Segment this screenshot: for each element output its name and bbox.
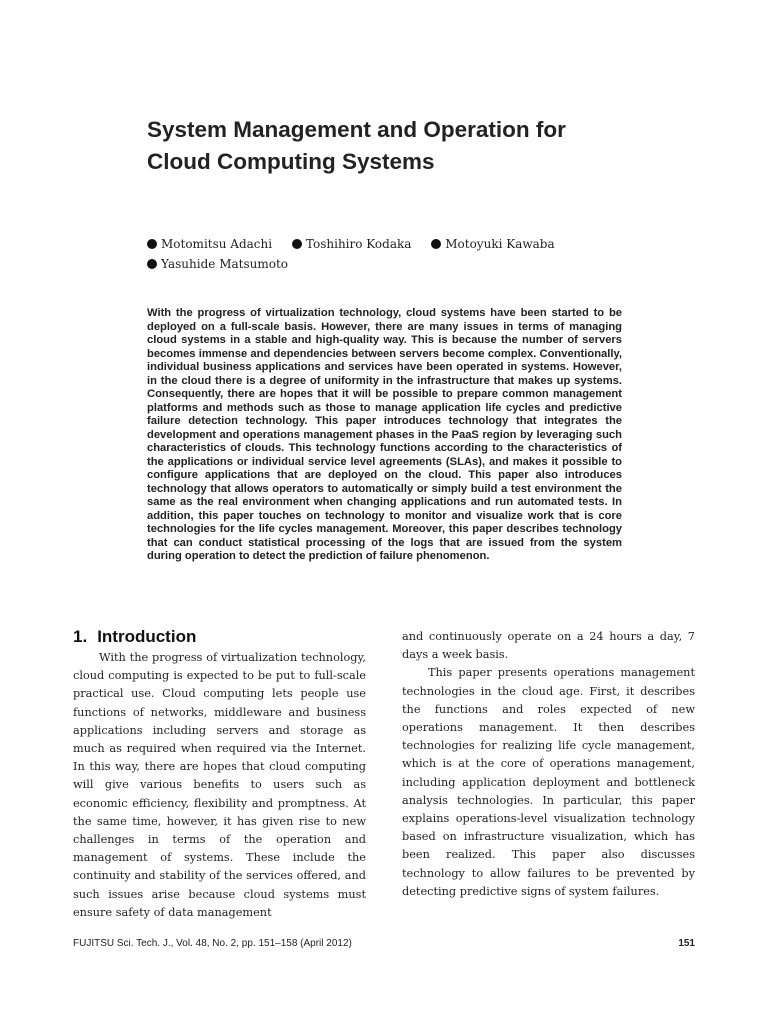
page-footer xyxy=(73,938,695,949)
bullet-icon xyxy=(292,239,302,249)
journal-citation: FUJITSU Sci. Tech. J., Vol. 48, No. 2, pp. 151–158 (April 2012) xyxy=(73,938,352,949)
paper-title xyxy=(147,114,687,178)
author xyxy=(431,234,554,254)
bullet-icon xyxy=(431,239,441,249)
title-line-2: Cloud Computing Systems xyxy=(147,149,435,174)
intro-paragraph-1: With the progress of virtualization technology, cloud computing is expected to be put to full-scale practical use. Cloud computing lets people use functions of networks, middleware and business applications including servers and storage as much as required when required via the Internet. In this way, there are hopes that cloud computing will give various benefits to users such as economic efficiency, flexibility and promptness. At the same time, however, it has given rise to new challenges in terms of the operation and management of systems. These include the continuity and stability of the services offered, and such issues arise because cloud systems must ensure safety of data management xyxy=(73,651,366,919)
intro-paragraph-1-continued: and continuously operate on a 24 hours a day, 7 days a week basis. xyxy=(402,630,695,662)
section-heading xyxy=(73,628,366,646)
section-number: 1. xyxy=(73,627,88,646)
intro-paragraph-2: This paper presents operations management technologies in the cloud age. First, it describes the functions and roles expected of new operations management. It then describes technologies for realizing life cycle management, which is at the core of operations management, including application deployment and bottleneck analysis technologies. In particular, this paper explains operations-level visualization technology based on infrastructure visualization, which has been realized. This paper also discusses technology to allow failures to be prevented by detecting predictive signs of system failures. xyxy=(402,666,695,898)
author-name: Toshihiro Kodaka xyxy=(305,237,412,251)
author xyxy=(292,234,412,254)
title-line-1: System Management and Operation for xyxy=(147,117,566,142)
author xyxy=(147,234,272,254)
author-name: Motoyuki Kawaba xyxy=(445,237,555,251)
bullet-icon xyxy=(147,259,157,269)
author xyxy=(147,254,288,274)
author-list xyxy=(147,234,617,274)
page-number: 151 xyxy=(678,938,695,949)
right-column xyxy=(402,628,695,901)
author-name: Yasuhide Matsumoto xyxy=(161,257,288,271)
abstract: With the progress of virtualization technology, cloud systems have been started to be deployed on a full-scale basis. However, there are many issues in terms of managing cloud systems in a stable and high-quality way. This is because the number of servers becomes immense and dependencies between servers become complex. Conventionally, individual business applications and services have been operated in systems. However, in the cloud there is a degree of uniformity in the infrastructure that makes up systems. Consequently, there are hopes that it will be possible to prepare common management platforms and methods such as those to manage application life cycles and predictive failure detection technology. This paper introduces technology that integrates the development and operations management phases in the PaaS region by leveraging such characteristics of clouds. This technology functions according to the characteristics of the applications or individual service level agreements (SLAs), and makes it possible to configure applications that are deployed on the cloud. This paper also introduces technology that allows operators to automatically or simply build a test environment the same as the real environment when changing applications and run automated tests. In addition, this paper touches on technology to monitor and visualize work that is core technologies for the life cycles management. Moreover, this paper describes technology that can conduct statistical processing of the logs that are issued from the system during operation to detect the prediction of failure phenomenon. xyxy=(147,307,622,562)
section-title: Introduction xyxy=(97,627,197,646)
left-column xyxy=(73,628,366,922)
bullet-icon xyxy=(147,239,157,249)
author-name: Motomitsu Adachi xyxy=(161,237,273,251)
